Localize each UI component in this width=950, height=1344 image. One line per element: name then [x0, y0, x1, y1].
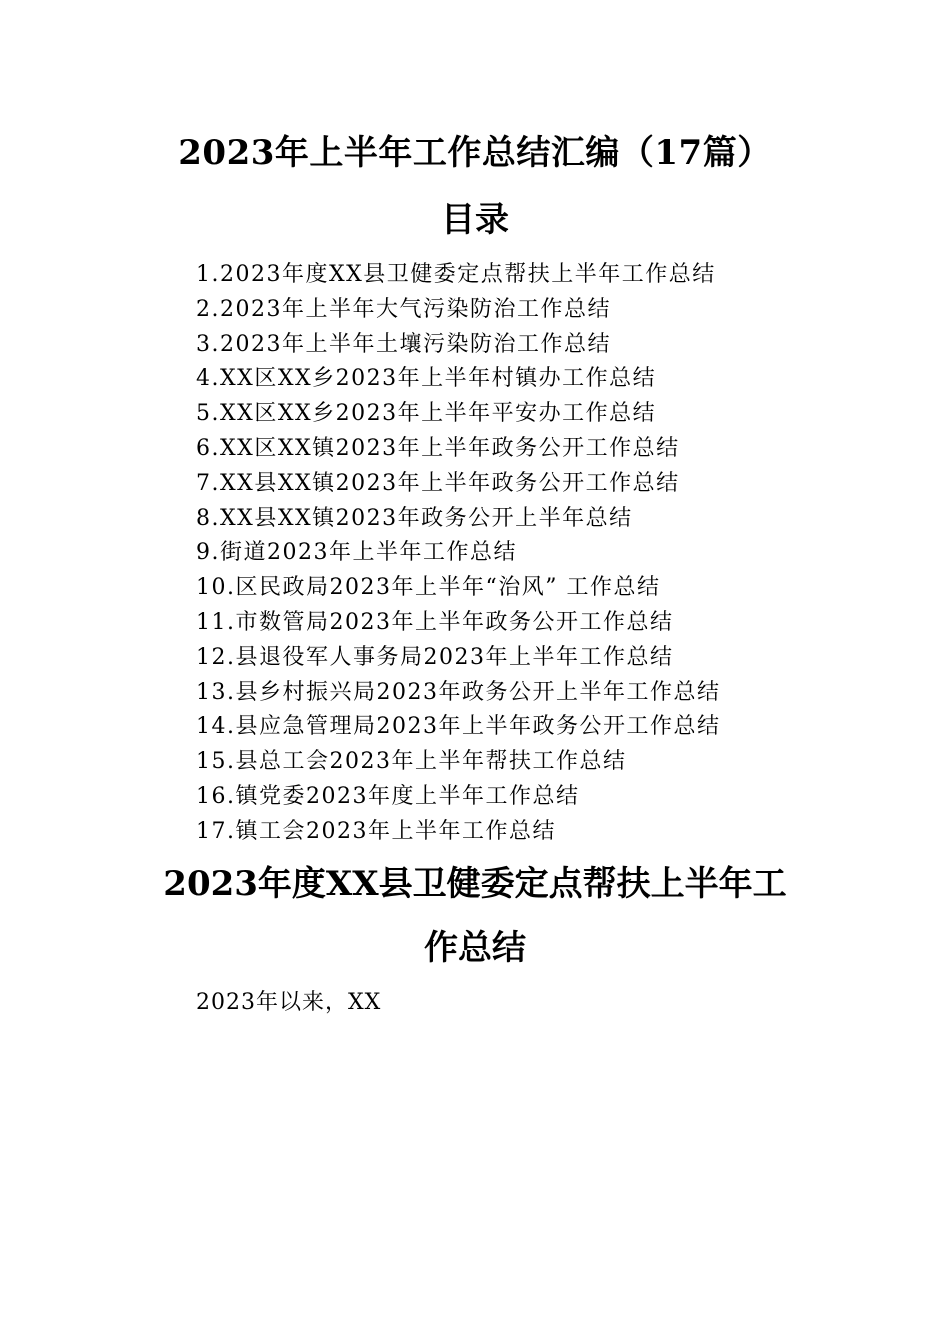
toc-heading: 目录: [441, 200, 509, 240]
toc-item: 11.市数管局2023年上半年政务公开工作总结: [196, 609, 674, 635]
table-of-contents: [196, 258, 836, 850]
section-title-line: 作总结: [424, 928, 526, 968]
body-paragraph: 2023年以来，XX: [196, 990, 382, 1015]
toc-item: 5.XX区XX乡2023年上半年平安办工作总结: [196, 401, 657, 427]
section-title-line: 2023年度XX县卫健委定点帮扶上半年工: [163, 864, 787, 904]
section-title: [0, 852, 950, 980]
toc-item: 16.镇党委2023年度上半年工作总结: [196, 783, 580, 809]
toc-item: 14.县应急管理局2023年上半年政务公开工作总结: [196, 714, 721, 740]
toc-item: 6.XX区XX镇2023年上半年政务公开工作总结: [196, 435, 680, 461]
toc-item: 9.街道2023年上半年工作总结: [196, 540, 517, 566]
toc-item: 15.县总工会2023年上半年帮扶工作总结: [196, 749, 627, 775]
toc-item: 2.2023年上半年大气污染防治工作总结: [196, 296, 611, 322]
toc-item: 13.县乡村振兴局2023年政务公开上半年工作总结: [196, 679, 721, 705]
document-title: 2023年上半年工作总结汇编（17篇）: [178, 133, 772, 173]
toc-item: 17.镇工会2023年上半年工作总结: [196, 818, 556, 844]
toc-item: 4.XX区XX乡2023年上半年村镇办工作总结: [196, 366, 657, 392]
toc-item: 8.XX县XX镇2023年政务公开上半年总结: [196, 505, 633, 531]
toc-item: 1.2023年度XX县卫健委定点帮扶上半年工作总结: [196, 262, 716, 287]
toc-item: 10.区民政局2023年上半年“治风” 工作总结: [196, 575, 661, 601]
toc-item: 12.县退役军人事务局2023年上半年工作总结: [196, 644, 674, 670]
toc-item: 7.XX县XX镇2023年上半年政务公开工作总结: [196, 470, 680, 496]
toc-item: 3.2023年上半年土壤污染防治工作总结: [196, 331, 611, 357]
